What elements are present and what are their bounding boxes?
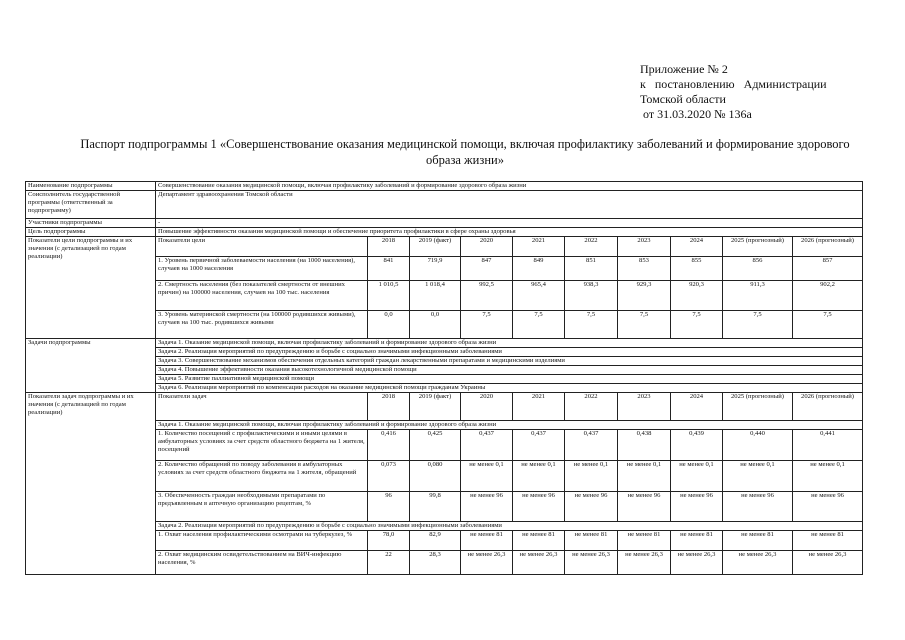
- table-cell: 849: [513, 257, 565, 281]
- row-participants: [26, 219, 863, 228]
- goal-indicator-header: [26, 237, 863, 257]
- task-title: Задача 1. Оказание медицинской помощи, включая профилактику заболеваний и формирование здорового образа жизни: [156, 421, 863, 430]
- table-cell: 0,080: [410, 461, 461, 492]
- table-cell: 857: [793, 257, 863, 281]
- table-cell: 0,0: [368, 311, 410, 339]
- table-cell: 78,0: [368, 531, 410, 551]
- table-cell: 2. Смертность населения (без показателей смертности от внешних причин) на 100000 населения, случаев на 100 тыс. населения: [156, 281, 368, 311]
- table-cell: 911,3: [723, 281, 793, 311]
- header-cell: 2020: [461, 393, 513, 421]
- table-cell: 7,5: [723, 311, 793, 339]
- table-cell: не менее 0,1: [793, 461, 863, 492]
- table-cell: не менее 81: [793, 531, 863, 551]
- table-cell: не менее 0,1: [513, 461, 565, 492]
- table-cell: 22: [368, 551, 410, 575]
- table-cell: 7,5: [671, 311, 723, 339]
- table-cell: не менее 81: [671, 531, 723, 551]
- appendix-line: к постановлению Администрации: [640, 77, 827, 91]
- table-cell: не менее 0,1: [671, 461, 723, 492]
- task-item: Задача 5. Развитие паллиативной медицинской помощи: [156, 375, 863, 384]
- appendix-line: Приложение № 2: [640, 62, 728, 76]
- table-cell: 1. Уровень первичной заболеваемости населения (на 1000 населения), случаев на 1000 населения: [156, 257, 368, 281]
- header-cell: 2018: [368, 237, 410, 257]
- table-cell: 0,416: [368, 430, 410, 461]
- table-cell: 0,0: [410, 311, 461, 339]
- table-cell: 902,2: [793, 281, 863, 311]
- table-cell: не менее 96: [565, 492, 618, 522]
- table-cell: не менее 96: [793, 492, 863, 522]
- table-cell: 2. Количество обращений по поводу заболевания в амбулаторных условиях за счет средств областного бюджета на 1 жителя, обращений: [156, 461, 368, 492]
- table-cell: не менее 26,3: [723, 551, 793, 575]
- task-item: Задача 4. Повышение эффективности оказания высокотехнологичной медицинской помощи: [156, 366, 863, 375]
- table-cell: 7,5: [565, 311, 618, 339]
- row-label: Показатели задач подпрограммы и их значения (с детализацией по годам реализации): [26, 393, 156, 575]
- table-cell: не менее 96: [723, 492, 793, 522]
- table-cell: 28,3: [410, 551, 461, 575]
- header-cell: 2019 (факт): [410, 393, 461, 421]
- row-value: Департамент здравоохранения Томской области: [156, 191, 863, 219]
- table-cell: не менее 26,3: [565, 551, 618, 575]
- table-cell: 7,5: [793, 311, 863, 339]
- table-cell: 938,3: [565, 281, 618, 311]
- table-cell: 7,5: [618, 311, 671, 339]
- task-title: Задача 2. Реализация мероприятий по предупреждению и борьбе с социально значимыми инфекционными заболеваниями: [156, 522, 863, 531]
- row-goal: [26, 228, 863, 237]
- table-cell: 7,5: [461, 311, 513, 339]
- row-label: Соисполнитель государственной программы (ответственный за подпрограмму): [26, 191, 156, 219]
- task-item: Задача 6. Реализация мероприятий по компенсации расходов на оказание медицинской помощи гражданам Украины: [156, 384, 863, 393]
- appendix-line: Томской области: [640, 92, 726, 106]
- table-cell: не менее 81: [565, 531, 618, 551]
- task-item: Задача 1. Оказание медицинской помощи, включая профилактику заболеваний и формирование здорового образа жизни: [156, 339, 863, 348]
- row-name: [26, 182, 863, 191]
- table-cell: 2. Охват медицинским освидетельствованием на ВИЧ-инфекцию населения, %: [156, 551, 368, 575]
- table-cell: 719,9: [410, 257, 461, 281]
- table-cell: 1. Охват населения профилактическими осмотрами на туберкулез, %: [156, 531, 368, 551]
- header-cell: 2025 (прогнозный): [723, 393, 793, 421]
- header-cell: 2023: [618, 393, 671, 421]
- table-cell: не менее 81: [723, 531, 793, 551]
- table-cell: не менее 26,3: [671, 551, 723, 575]
- table-cell: 0,437: [513, 430, 565, 461]
- task-item: Задача 2. Реализация мероприятий по предупреждению и борьбе с социально значимыми инфекционными заболеваниями: [156, 348, 863, 357]
- table-cell: не менее 26,3: [618, 551, 671, 575]
- table-cell: 1. Количество посещений с профилактическими и иными целями в амбулаторных условиях за счет средств областного бюджета на 1 жителя, посещений: [156, 430, 368, 461]
- table-cell: 841: [368, 257, 410, 281]
- table-cell: 96: [368, 492, 410, 522]
- document-title: Паспорт подпрограммы 1 «Совершенствование оказания медицинской помощи, включая профилактику заболеваний и формирование здорового образа жизни»: [80, 137, 850, 167]
- table-cell: не менее 26,3: [793, 551, 863, 575]
- table-cell: 851: [565, 257, 618, 281]
- row-executor: [26, 191, 863, 219]
- table-cell: 856: [723, 257, 793, 281]
- passport-table: [25, 181, 863, 575]
- header-cell: 2023: [618, 237, 671, 257]
- table-cell: 0,439: [671, 430, 723, 461]
- header-cell: 2026 (прогнозный): [793, 237, 863, 257]
- header-cell: 2024: [671, 237, 723, 257]
- table-cell: 1 010,5: [368, 281, 410, 311]
- table-cell: 853: [618, 257, 671, 281]
- appendix-line: от 31.03.2020 № 136а: [640, 107, 752, 121]
- table-cell: 3. Обеспеченность граждан необходимыми препаратами по предъявленным в аптечную организацию рецептам, %: [156, 492, 368, 522]
- header-cell: 2026 (прогнозный): [793, 393, 863, 421]
- table-cell: 3. Уровень материнской смертности (на 100000 родившихся живыми), случаев на 100 тыс. родившихся живыми: [156, 311, 368, 339]
- table-cell: 920,3: [671, 281, 723, 311]
- table-cell: 99,8: [410, 492, 461, 522]
- row-label: Участники подпрограммы: [26, 219, 156, 228]
- header-cell: 2025 (прогнозный): [723, 237, 793, 257]
- table-cell: не менее 26,3: [461, 551, 513, 575]
- table-cell: не менее 81: [461, 531, 513, 551]
- table-cell: не менее 96: [618, 492, 671, 522]
- header-cell: 2022: [565, 237, 618, 257]
- row-label: Наименование подпрограммы: [26, 182, 156, 191]
- row-label: Цель подпрограммы: [26, 228, 156, 237]
- table-cell: не менее 96: [513, 492, 565, 522]
- task-row: [26, 339, 863, 348]
- table-cell: 929,3: [618, 281, 671, 311]
- table-cell: 0,437: [565, 430, 618, 461]
- row-value: -: [156, 219, 863, 228]
- table-cell: 965,4: [513, 281, 565, 311]
- header-cell: 2022: [565, 393, 618, 421]
- header-cell: 2024: [671, 393, 723, 421]
- row-value: Совершенствование оказания медицинской помощи, включая профилактику заболеваний и формирование здорового образа жизни: [156, 182, 863, 191]
- table-cell: 82,9: [410, 531, 461, 551]
- header-cell: 2021: [513, 393, 565, 421]
- table-cell: не менее 96: [461, 492, 513, 522]
- table-cell: 0,438: [618, 430, 671, 461]
- task-item: Задача 3. Совершенствование механизмов обеспечения отдельных категорий граждан лекарственными препаратами и медицинскими изделиями: [156, 357, 863, 366]
- table-cell: не менее 0,1: [618, 461, 671, 492]
- table-cell: 855: [671, 257, 723, 281]
- table-cell: 0,425: [410, 430, 461, 461]
- table-cell: не менее 81: [618, 531, 671, 551]
- header-cell: 2021: [513, 237, 565, 257]
- header-cell: Показатели задач: [156, 393, 368, 421]
- table-cell: 7,5: [513, 311, 565, 339]
- table-cell: 1 018,4: [410, 281, 461, 311]
- table-cell: 0,440: [723, 430, 793, 461]
- row-value: Повышение эффективности оказания медицинской помощи и обеспечение приоритета профилактики в сфере охраны здоровья: [156, 228, 863, 237]
- header-cell: 2018: [368, 393, 410, 421]
- row-label: Задачи подпрограммы: [26, 339, 156, 393]
- table-cell: не менее 26,3: [513, 551, 565, 575]
- table-cell: не менее 81: [513, 531, 565, 551]
- header-cell: 2020: [461, 237, 513, 257]
- table-cell: 847: [461, 257, 513, 281]
- table-cell: не менее 96: [671, 492, 723, 522]
- header-cell: Показатели цели: [156, 237, 368, 257]
- table-cell: 0,437: [461, 430, 513, 461]
- appendix-block: [640, 62, 827, 122]
- table-body: [26, 182, 863, 575]
- table-cell: не менее 0,1: [565, 461, 618, 492]
- header-cell: 2019 (факт): [410, 237, 461, 257]
- table-cell: не менее 0,1: [723, 461, 793, 492]
- task-indicator-header: [26, 393, 863, 421]
- table-cell: 992,5: [461, 281, 513, 311]
- row-label: Показатели цели подпрограммы и их значения (с детализацией по годам реализации): [26, 237, 156, 339]
- table-cell: 0,073: [368, 461, 410, 492]
- table-cell: 0,441: [793, 430, 863, 461]
- table-cell: не менее 0,1: [461, 461, 513, 492]
